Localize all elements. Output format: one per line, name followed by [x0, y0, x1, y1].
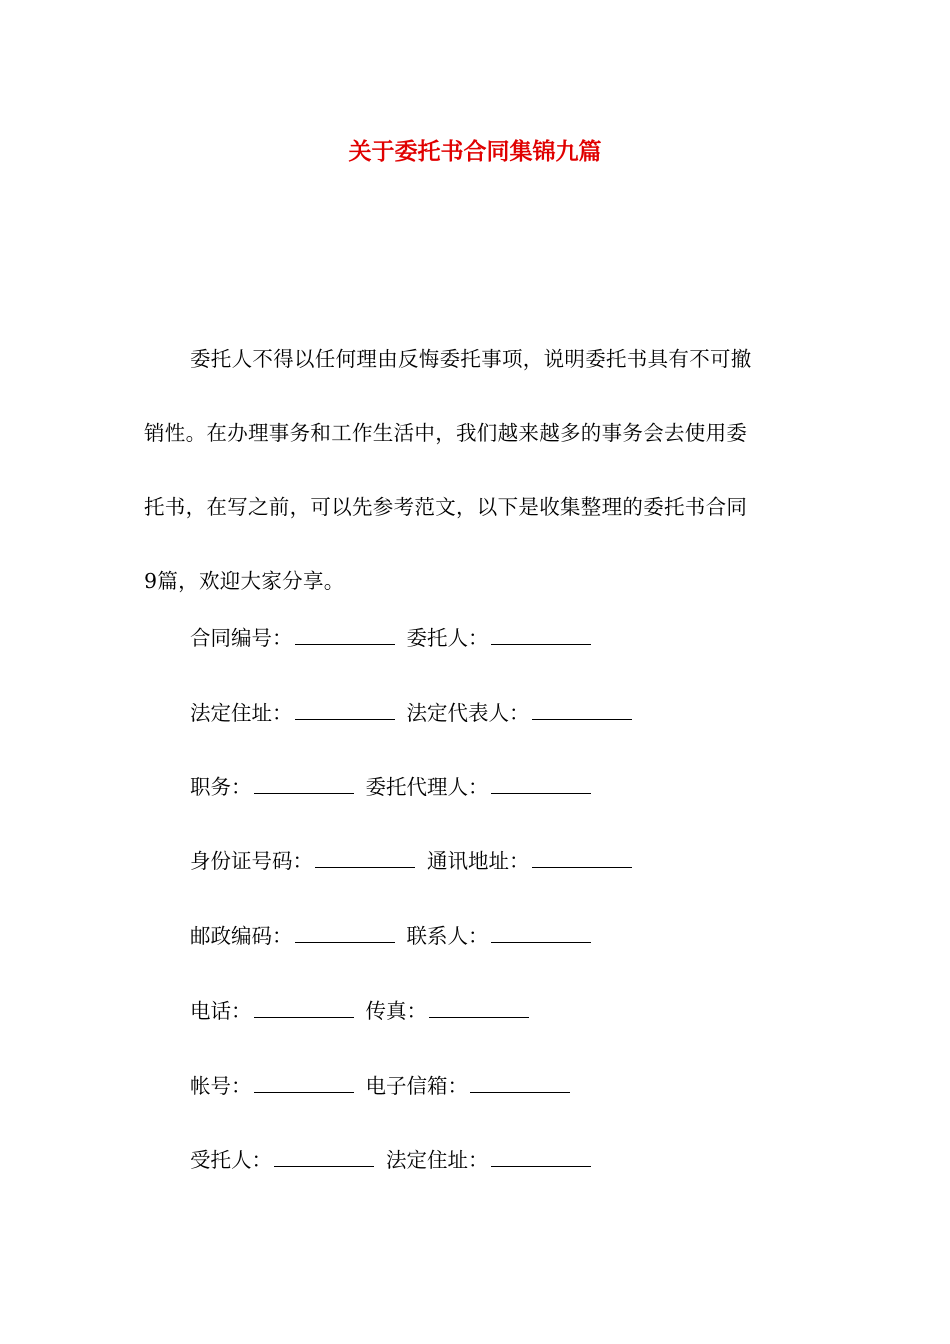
field-label: 法定住址： [386, 1148, 489, 1172]
field-email [366, 1070, 571, 1102]
field-label: 合同编号： [190, 626, 293, 650]
field-mailing-address [427, 845, 632, 877]
field-principal [407, 622, 591, 654]
field-label: 电子信箱： [365, 1074, 468, 1098]
field-legal-address [190, 697, 395, 729]
fill-blank [532, 699, 632, 720]
field-label: 法定住址： [190, 701, 293, 725]
field-account [190, 1070, 354, 1102]
document-title: 关于委托书合同集锦九篇 [348, 139, 602, 165]
field-label: 电话： [190, 999, 252, 1023]
field-label: 法定代表人： [406, 701, 530, 725]
field-row-contract-number [190, 622, 591, 654]
fill-blank [532, 847, 632, 868]
intro-line: 委托人不得以任何理由反悔委托事项，说明委托书具有不可撤 [190, 347, 752, 371]
field-label: 联系人： [406, 924, 489, 948]
fill-blank [491, 773, 591, 794]
field-label: 通讯地址： [427, 849, 530, 873]
field-label: 职务： [190, 775, 252, 799]
field-contact [407, 920, 591, 952]
field-contract-number [190, 622, 395, 654]
field-label: 邮政编码： [190, 924, 293, 948]
field-label: 身份证号码： [190, 849, 313, 873]
field-agent [366, 771, 591, 803]
intro-line: 9篇，欢迎大家分享。 [144, 569, 345, 593]
fill-blank [254, 997, 354, 1018]
fill-blank [491, 922, 591, 943]
field-row-phone [190, 995, 529, 1027]
fill-blank [315, 847, 415, 868]
intro-paragraph [144, 322, 806, 618]
field-row-postal-code [190, 920, 591, 952]
field-label: 委托人： [406, 626, 489, 650]
field-trustee [190, 1144, 374, 1176]
fill-blank [254, 1072, 354, 1093]
field-label: 传真： [365, 999, 427, 1023]
intro-line: 托书，在写之前，可以先参考范文，以下是收集整理的委托书合同 [144, 495, 748, 519]
fill-blank [295, 699, 395, 720]
fill-blank [254, 773, 354, 794]
field-trustee-legal-address [386, 1144, 591, 1176]
field-position [190, 771, 354, 803]
field-label: 委托代理人： [365, 775, 489, 799]
field-phone [190, 995, 354, 1027]
fill-blank [470, 1072, 570, 1093]
field-label: 受托人： [190, 1148, 272, 1172]
field-label: 帐号： [190, 1074, 252, 1098]
field-postal-code [190, 920, 395, 952]
field-row-id-number [190, 845, 632, 877]
intro-line: 销性。在办理事务和工作生活中，我们越来越多的事务会去使用委 [144, 421, 748, 445]
fill-blank [429, 997, 529, 1018]
field-row-legal-address [190, 697, 632, 729]
field-id-number [190, 845, 415, 877]
fill-blank [491, 1146, 591, 1167]
field-row-position [190, 771, 591, 803]
field-legal-representative [407, 697, 632, 729]
field-fax [366, 995, 530, 1027]
field-row-trustee [190, 1144, 591, 1176]
fill-blank [491, 624, 591, 645]
fill-blank [295, 922, 395, 943]
fill-blank [274, 1146, 374, 1167]
field-row-account [190, 1070, 570, 1102]
fill-blank [295, 624, 395, 645]
